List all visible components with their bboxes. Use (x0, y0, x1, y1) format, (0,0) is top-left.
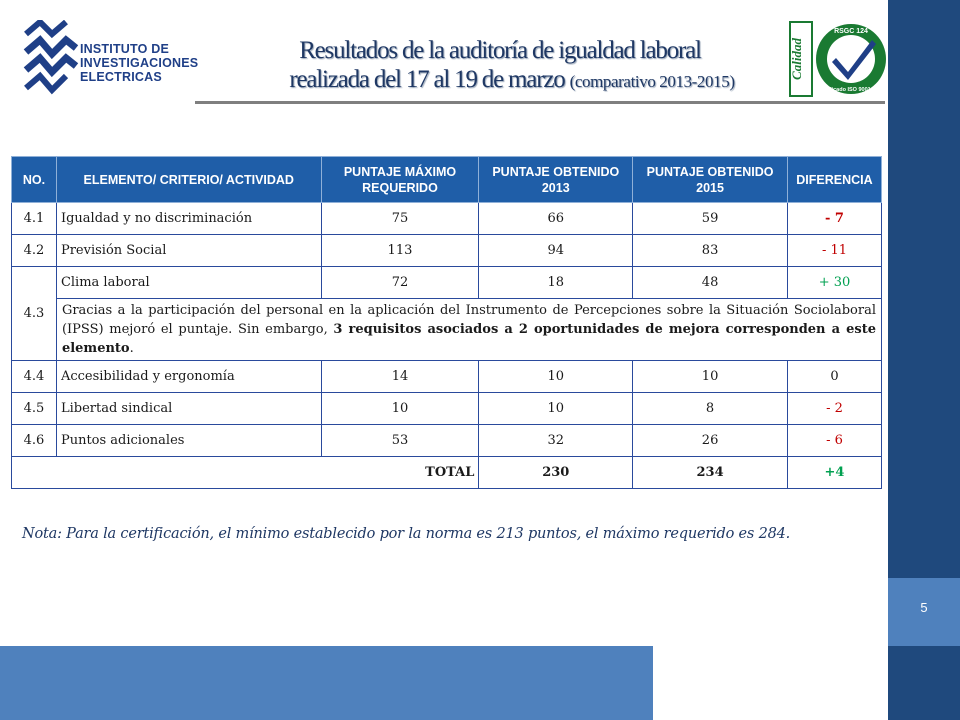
row-no: 4.1 (12, 203, 57, 235)
note-text-bold: 3 requisitos asociados a 2 oportunidades de mejora corresponden a este elemento (61, 322, 876, 356)
row-2013: 18 (479, 267, 633, 299)
header-score-2013: PUNTAJE OBTENIDO 2013 (479, 157, 633, 203)
row-2015: 26 (633, 425, 788, 457)
iie-logo-text (80, 42, 198, 84)
total-difference: +4 (787, 457, 881, 489)
row-element: Igualdad y no discriminación (56, 203, 321, 235)
row-no: 4.5 (12, 393, 57, 425)
row-element: Puntos adicionales (56, 425, 321, 457)
logo-line-2: INVESTIGACIONES (80, 56, 199, 70)
table-total-row (12, 457, 882, 489)
table-row (12, 361, 882, 393)
row-difference: - 7 (787, 203, 881, 235)
row-no: 4.6 (12, 425, 57, 457)
header-element: ELEMENTO/ CRITERIO/ ACTIVIDAD (56, 157, 321, 203)
title-underline (195, 101, 885, 104)
certification-badge-icon (788, 20, 886, 98)
row-2015: 10 (633, 361, 788, 393)
row-max: 53 (321, 425, 479, 457)
row-difference: 0 (787, 361, 881, 393)
row-difference: - 6 (787, 425, 881, 457)
logo-line-1: INSTITUTO DE (80, 42, 169, 56)
title-line-2-small: (comparativo 2013-2015) (569, 72, 735, 91)
table-row (12, 425, 882, 457)
clima-laboral-note (56, 299, 881, 361)
header-score-2015: PUNTAJE OBTENIDO 2015 (633, 157, 788, 203)
total-2015: 234 (633, 457, 788, 489)
row-2015: 83 (633, 235, 788, 267)
bottom-band (0, 646, 653, 720)
row-2015: 59 (633, 203, 788, 235)
table-row (12, 393, 882, 425)
table-note-row (12, 299, 882, 361)
table-row (12, 235, 882, 267)
slide-title (200, 36, 800, 96)
total-label: TOTAL (12, 457, 479, 489)
cert-badge-bottom: Certificado ISO 9001:2008 (817, 87, 885, 93)
title-line-2-main: realizada del 17 al 19 de marzo (289, 66, 565, 93)
right-side-panel (888, 0, 960, 720)
table-row (12, 203, 882, 235)
row-element: Clima laboral (56, 267, 321, 299)
row-no: 4.2 (12, 235, 57, 267)
title-line-2 (200, 65, 800, 96)
row-difference: + 30 (787, 267, 881, 299)
iie-logo (10, 12, 199, 108)
note-text-start: Gracias a la participación del personal en la aplicación del Instrumento de Percepciones sobre la Situación Sociolaboral (IPSS) mejoró el puntaje. Sin embargo, (61, 303, 876, 337)
certification-footnote: Nota: Para la certificación, el mínimo establecido por la norma es 213 puntos, el máximo requerido es 284. (22, 526, 791, 542)
row-element: Previsión Social (56, 235, 321, 267)
row-max: 72 (321, 267, 479, 299)
cert-badge-top: RSGC 124 (834, 28, 868, 35)
row-2013: 94 (479, 235, 633, 267)
cert-left-word: Calidad (789, 38, 804, 80)
table-header-row (12, 157, 882, 203)
iso-certification-seal (788, 20, 886, 98)
row-2015: 8 (633, 393, 788, 425)
header-max-score: PUNTAJE MÁXIMO REQUERIDO (321, 157, 479, 203)
row-no: 4.4 (12, 361, 57, 393)
row-2013: 10 (479, 361, 633, 393)
row-2013: 66 (479, 203, 633, 235)
note-text-end: . (129, 341, 134, 356)
bottom-blank-area (653, 646, 888, 720)
row-max: 14 (321, 361, 479, 393)
header-difference: DIFERENCIA (787, 157, 881, 203)
logo-line-3: ELECTRICAS (80, 70, 162, 84)
row-element: Libertad sindical (56, 393, 321, 425)
iie-logo-icon (22, 20, 80, 102)
row-2013: 32 (479, 425, 633, 457)
row-difference: - 11 (787, 235, 881, 267)
title-line-1: Resultados de la auditoría de igualdad laboral (299, 37, 701, 64)
row-2013: 10 (479, 393, 633, 425)
row-max: 113 (321, 235, 479, 267)
row-no: 4.3 (12, 267, 57, 361)
total-2013: 230 (479, 457, 633, 489)
page-number: 5 (920, 600, 928, 615)
header-no: NO. (12, 157, 57, 203)
row-difference: - 2 (787, 393, 881, 425)
row-element: Accesibilidad y ergonomía (56, 361, 321, 393)
row-2015: 48 (633, 267, 788, 299)
audit-results-table (11, 156, 882, 489)
row-max: 75 (321, 203, 479, 235)
row-max: 10 (321, 393, 479, 425)
table-row (12, 267, 882, 299)
